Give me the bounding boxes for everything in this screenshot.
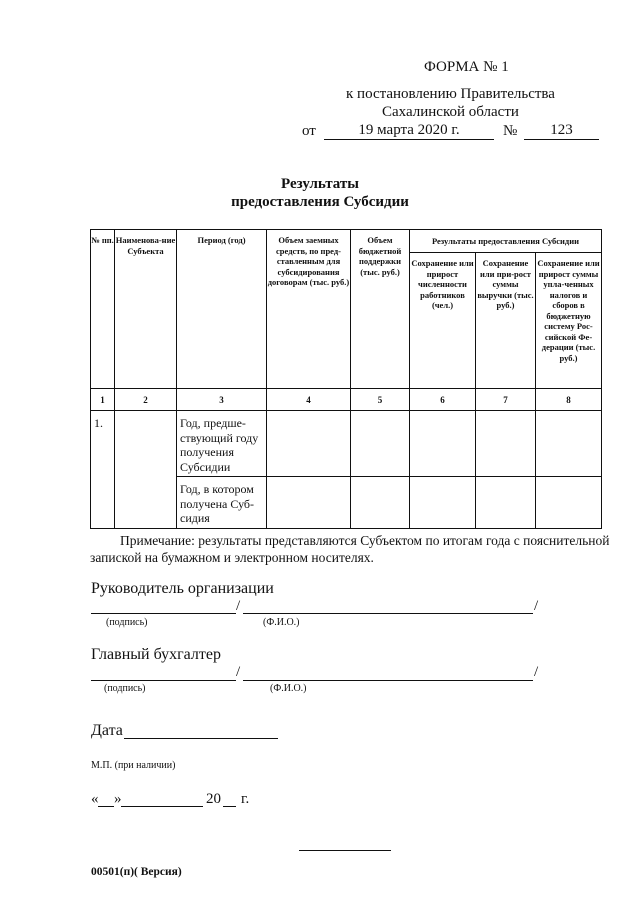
data-cell <box>476 477 536 529</box>
head-title: Руководитель организации <box>91 580 274 597</box>
date-label: Дата <box>91 722 123 739</box>
data-cell <box>351 477 410 529</box>
period-subsidy-year: Год, в котором получена Суб-сидия <box>177 477 267 529</box>
results-table <box>90 229 602 529</box>
head-name-line <box>243 613 533 614</box>
name-caption: (Ф.И.О.) <box>263 617 300 628</box>
data-cell <box>476 411 536 477</box>
column-number: 8 <box>536 389 602 411</box>
decree-number: 123 <box>524 121 599 140</box>
document-title: Результаты <box>281 176 359 192</box>
row-number: 1. <box>91 411 115 529</box>
form-title: ФОРМА № 1 <box>424 59 509 75</box>
year-line <box>223 806 236 807</box>
date-prefix-label: от <box>302 123 316 139</box>
column-number: 3 <box>177 389 267 411</box>
data-cell <box>267 411 351 477</box>
header-taxes: Сохранение или прирост суммы упла-ченных налогов и сборов в бюджетную систему Рос-сийской Фе-дерации (тыс. руб.) <box>536 253 602 389</box>
separator-slash: / <box>534 664 539 680</box>
year-prefix: 20 <box>206 791 221 807</box>
period-previous-year: Год, предше-ствующий году получения Субсидии <box>177 411 267 477</box>
document-subtitle: предоставления Субсидии <box>231 194 409 210</box>
region-line: Сахалинской области <box>382 104 519 120</box>
decree-date: 19 марта 2020 г. <box>324 121 494 140</box>
footer-code: 00501(п)( Версия) <box>91 866 182 878</box>
header-loan-volume: Объем заемных средств, по пред-ставленным для субсидирования договорам (тыс. руб.) <box>267 230 351 389</box>
column-number: 7 <box>476 389 536 411</box>
column-number: 1 <box>91 389 115 411</box>
close-quote: » <box>114 791 122 807</box>
data-cell <box>351 411 410 477</box>
header-revenue: Сохранение или при-рост суммы выручки (тыс. руб.) <box>476 253 536 389</box>
accountant-signature-line <box>91 680 236 681</box>
number-label: № <box>503 123 518 139</box>
header-period: Период (год) <box>177 230 267 389</box>
column-numbers-row <box>91 389 602 411</box>
header-budget-support: Объем бюджетной поддержки (тыс. руб.) <box>351 230 410 389</box>
accountant-name-line <box>243 680 533 681</box>
signature-caption: (подпись) <box>104 683 146 694</box>
accountant-title: Главный бухгалтер <box>91 646 221 663</box>
column-number: 6 <box>410 389 476 411</box>
data-cell <box>410 477 476 529</box>
header-results-group: Результаты предоставления Субсидии <box>410 230 602 253</box>
year-suffix: г. <box>241 791 250 807</box>
signature-caption: (подпись) <box>106 617 148 628</box>
data-cell <box>536 411 602 477</box>
separator-slash: / <box>534 598 539 614</box>
bottom-rule <box>299 850 391 851</box>
day-line <box>98 806 114 807</box>
header-employees: Сохранение или прирост численности работников (чел.) <box>410 253 476 389</box>
decree-line: к постановлению Правительства <box>346 86 555 102</box>
column-number: 4 <box>267 389 351 411</box>
date-line <box>124 738 278 739</box>
header-subject-name: Наименова-ние Субъекта <box>115 230 177 389</box>
table-row <box>91 411 602 477</box>
subject-cell <box>115 411 177 529</box>
name-caption: (Ф.И.О.) <box>270 683 307 694</box>
separator-slash: / <box>236 598 241 614</box>
note-text: Примечание: результаты представляются Субъектом по итогам года с пояснительной запиской на бумажном и электронном носителях. <box>90 533 610 565</box>
header-number: № пп. <box>91 230 115 389</box>
data-cell <box>410 411 476 477</box>
data-cell <box>267 477 351 529</box>
head-signature-line <box>91 613 236 614</box>
column-number: 2 <box>115 389 177 411</box>
separator-slash: / <box>236 664 241 680</box>
stamp-note: М.П. (при наличии) <box>91 760 176 771</box>
column-number: 5 <box>351 389 410 411</box>
data-cell <box>536 477 602 529</box>
open-quote: « <box>91 791 99 807</box>
month-line <box>121 806 203 807</box>
